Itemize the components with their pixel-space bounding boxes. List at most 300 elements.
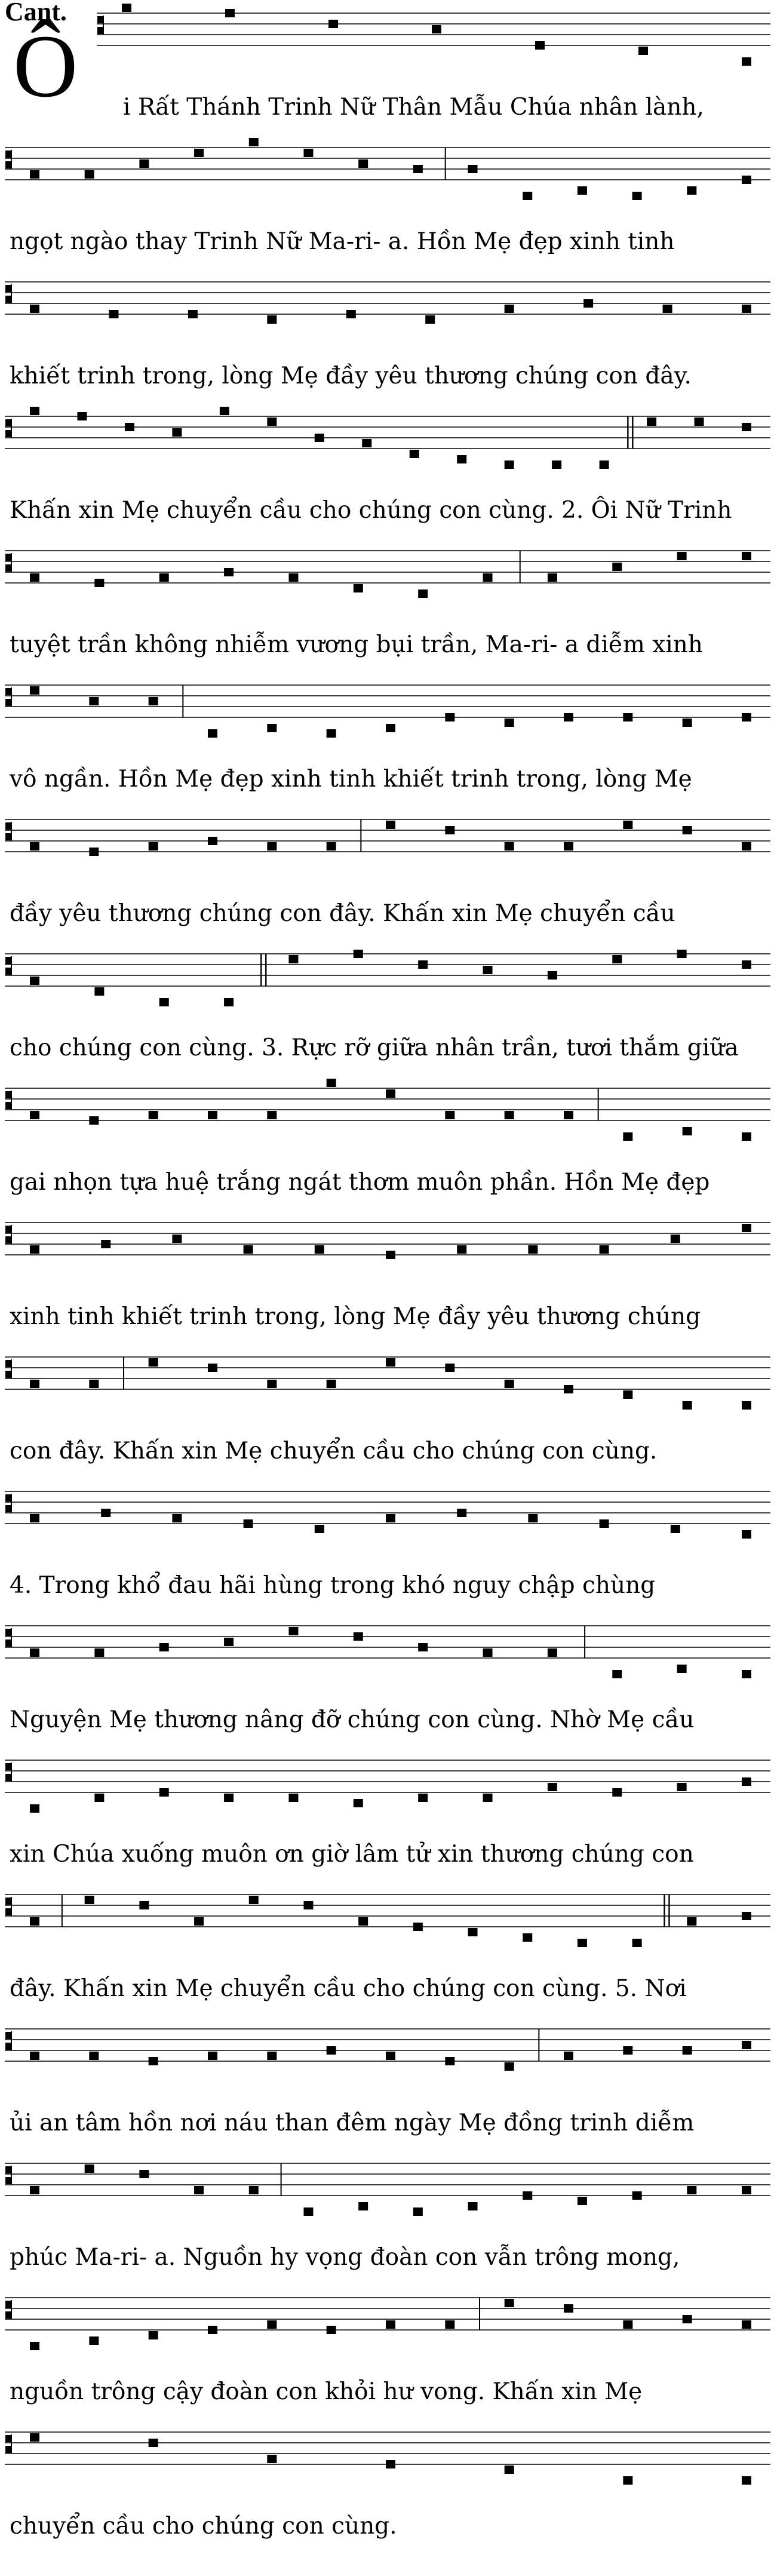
neume-punctum bbox=[742, 842, 751, 851]
staff bbox=[0, 1484, 774, 1556]
neume-punctum bbox=[30, 1245, 39, 1254]
do-clef bbox=[6, 284, 11, 303]
neume-punctum bbox=[742, 960, 751, 969]
staff-system bbox=[0, 1753, 774, 1887]
neume-punctum bbox=[220, 407, 229, 415]
neume-punctum bbox=[742, 1132, 751, 1141]
neume-punctum bbox=[358, 159, 368, 168]
neume-punctum bbox=[683, 1127, 692, 1135]
staff-system bbox=[0, 1081, 774, 1215]
lyric-line: xinh tinh khiết trinh trong, lòng Mẹ đầy yêu thương chúng bbox=[10, 1303, 701, 1330]
neume-punctum bbox=[445, 1364, 454, 1372]
neume-punctum bbox=[362, 439, 371, 447]
neume-punctum bbox=[523, 2191, 532, 2200]
neume-punctum bbox=[742, 2041, 751, 2049]
neume-punctum bbox=[30, 1514, 39, 1522]
neume-punctum bbox=[457, 1509, 466, 1517]
neume-punctum bbox=[528, 1514, 538, 1522]
neume-punctum bbox=[386, 2320, 395, 2329]
neume-punctum bbox=[505, 2062, 514, 2071]
neume-punctum bbox=[564, 1385, 573, 1393]
neume-punctum bbox=[583, 299, 593, 308]
neume-punctum bbox=[354, 1632, 363, 1641]
neume-punctum bbox=[638, 47, 648, 55]
neume-punctum bbox=[410, 450, 419, 458]
neume-punctum bbox=[742, 2476, 751, 2485]
staff-system bbox=[0, 2022, 774, 2156]
neume-punctum bbox=[194, 2186, 204, 2194]
neume-punctum bbox=[683, 2315, 692, 2323]
lyric-line: chuyển cầu cho chúng con cùng. bbox=[10, 2513, 397, 2540]
neume-punctum bbox=[505, 305, 514, 313]
staff bbox=[0, 2291, 774, 2362]
staff bbox=[0, 1081, 774, 1153]
neume-punctum bbox=[208, 2052, 217, 2060]
neume-punctum bbox=[623, 1132, 632, 1141]
lyric-line: cho chúng con cùng. 3. Rực rỡ giữa nhân trần, tươi thắm giữa bbox=[10, 1034, 739, 1061]
neume-punctum bbox=[354, 950, 363, 958]
neume-punctum bbox=[445, 1111, 454, 1119]
neume-punctum bbox=[89, 848, 99, 856]
neume-punctum bbox=[315, 434, 324, 442]
neume-punctum bbox=[468, 2202, 478, 2210]
neume-punctum bbox=[671, 1525, 680, 1533]
neume-punctum bbox=[208, 837, 217, 845]
lyric-line: nguồn trông cậy đoàn con khỏi hư vong. Khấn xin Mẹ bbox=[10, 2378, 643, 2405]
neume-punctum bbox=[671, 1235, 680, 1243]
neume-punctum bbox=[327, 1380, 336, 1388]
neume-punctum bbox=[468, 1928, 478, 1936]
neume-punctum bbox=[358, 2202, 368, 2210]
staff bbox=[0, 1887, 774, 1959]
do-clef bbox=[6, 1359, 11, 1378]
neume-punctum bbox=[742, 2186, 751, 2194]
neume-punctum bbox=[208, 2326, 217, 2334]
initial-letter: Ô bbox=[13, 17, 78, 116]
do-clef bbox=[6, 1091, 11, 1110]
neume-punctum bbox=[548, 1648, 557, 1657]
neume-punctum bbox=[327, 2326, 336, 2334]
neume-punctum bbox=[683, 719, 692, 727]
neume-punctum bbox=[687, 186, 696, 195]
neume-punctum bbox=[505, 719, 514, 727]
neume-punctum bbox=[94, 987, 104, 996]
neume-punctum bbox=[445, 2057, 454, 2065]
neume-punctum bbox=[483, 573, 493, 582]
neume-punctum bbox=[303, 1901, 313, 1909]
neume-punctum bbox=[742, 176, 751, 184]
neume-punctum bbox=[632, 1939, 642, 1947]
staff bbox=[0, 2022, 774, 2093]
neume-punctum bbox=[149, 2331, 158, 2339]
lyric-line: Khấn xin Mẹ chuyển cầu cho chúng con cùng. 2. Ôi Nữ Trinh bbox=[10, 497, 732, 524]
staff bbox=[0, 6, 774, 78]
staff-system bbox=[0, 1484, 774, 1619]
neume-punctum bbox=[288, 955, 298, 963]
neume-punctum bbox=[742, 57, 751, 66]
neume-punctum bbox=[564, 713, 573, 721]
neume-punctum bbox=[94, 1794, 104, 1802]
neume-punctum bbox=[85, 2164, 94, 2173]
neume-punctum bbox=[445, 826, 454, 834]
neume-punctum bbox=[663, 305, 672, 313]
staff bbox=[0, 1350, 774, 1421]
neume-punctum bbox=[548, 971, 557, 980]
neume-punctum bbox=[224, 568, 234, 576]
neume-punctum bbox=[172, 1235, 182, 1243]
neume-punctum bbox=[564, 2052, 573, 2060]
neume-punctum bbox=[244, 1245, 253, 1254]
neume-punctum bbox=[172, 1514, 182, 1522]
lyric-line: i Rất Thánh Trinh Nữ Thân Mẫu Chúa nhân lành, bbox=[123, 94, 704, 121]
neume-punctum bbox=[30, 1804, 39, 1813]
neume-punctum bbox=[315, 1245, 324, 1254]
staff bbox=[0, 1215, 774, 1287]
neume-punctum bbox=[89, 2336, 99, 2345]
neume-punctum bbox=[683, 826, 692, 834]
staff-system bbox=[0, 275, 774, 409]
neume-punctum bbox=[578, 2197, 587, 2205]
lyric-line: phúc Ma-ri- a. Nguồn hy vọng đoàn con vẫn trông mong, bbox=[10, 2244, 680, 2271]
neume-punctum bbox=[159, 1788, 169, 1797]
do-clef bbox=[6, 2031, 11, 2050]
neume-punctum bbox=[267, 2455, 277, 2463]
lyric-line: tuyệt trần không nhiễm vương bụi trần, Ma-ri- a diễm xinh bbox=[10, 631, 703, 658]
neume-punctum bbox=[623, 2046, 632, 2055]
neume-punctum bbox=[468, 165, 478, 173]
neume-punctum bbox=[386, 724, 395, 732]
neume-punctum bbox=[612, 955, 622, 963]
neume-punctum bbox=[505, 460, 514, 469]
staff-system bbox=[0, 1350, 774, 1484]
staff-system bbox=[0, 812, 774, 947]
neume-punctum bbox=[139, 2170, 149, 2178]
neume-punctum bbox=[244, 1519, 253, 1528]
neume-punctum bbox=[413, 1923, 423, 1931]
lyric-line: Nguyện Mẹ thương nâng đỡ chúng con cùng. Nhờ Mẹ cầu bbox=[10, 1706, 695, 1733]
neume-punctum bbox=[288, 573, 298, 582]
neume-punctum bbox=[149, 1111, 158, 1119]
neume-punctum bbox=[30, 2433, 39, 2442]
neume-punctum bbox=[30, 1648, 39, 1657]
neume-punctum bbox=[564, 1111, 573, 1119]
neume-punctum bbox=[101, 1509, 110, 1517]
neume-punctum bbox=[30, 842, 39, 851]
neume-punctum bbox=[552, 460, 561, 469]
neume-punctum bbox=[327, 842, 336, 851]
neume-punctum bbox=[612, 563, 622, 571]
neume-punctum bbox=[194, 1917, 204, 1926]
neume-punctum bbox=[505, 2466, 514, 2474]
neume-punctum bbox=[267, 842, 277, 851]
neume-punctum bbox=[548, 573, 557, 582]
do-clef bbox=[6, 553, 11, 572]
staff bbox=[0, 678, 774, 750]
neume-punctum bbox=[149, 2439, 158, 2447]
neume-punctum bbox=[346, 310, 356, 318]
neume-punctum bbox=[94, 579, 104, 587]
neume-punctum bbox=[159, 998, 169, 1006]
neume-punctum bbox=[303, 149, 313, 157]
neume-punctum bbox=[30, 573, 39, 582]
neume-punctum bbox=[225, 9, 235, 17]
neume-punctum bbox=[413, 2207, 423, 2216]
neume-punctum bbox=[600, 1519, 609, 1528]
neume-punctum bbox=[267, 2052, 277, 2060]
neume-punctum bbox=[612, 1788, 622, 1797]
do-clef bbox=[6, 1225, 11, 1244]
neume-punctum bbox=[94, 1648, 104, 1657]
neume-punctum bbox=[208, 729, 217, 738]
neume-punctum bbox=[30, 2052, 39, 2060]
neume-punctum bbox=[623, 821, 632, 829]
neume-punctum bbox=[548, 1783, 557, 1791]
staff-system bbox=[0, 1215, 774, 1350]
neume-punctum bbox=[742, 713, 751, 721]
neume-punctum bbox=[303, 2207, 313, 2216]
neume-punctum bbox=[315, 1525, 324, 1533]
neume-punctum bbox=[623, 2476, 632, 2485]
do-clef bbox=[6, 1763, 11, 1782]
neume-punctum bbox=[386, 1089, 395, 1098]
neume-punctum bbox=[249, 138, 259, 146]
neume-punctum bbox=[623, 713, 632, 721]
neume-punctum bbox=[159, 573, 169, 582]
neume-punctum bbox=[418, 589, 428, 598]
neume-punctum bbox=[742, 1530, 751, 1539]
lyric-line: khiết trinh trong, lòng Mẹ đầy yêu thương chúng con đây. bbox=[10, 363, 692, 389]
neume-punctum bbox=[742, 305, 751, 313]
neume-punctum bbox=[122, 4, 131, 12]
do-clef bbox=[6, 822, 11, 841]
do-clef bbox=[6, 956, 11, 975]
neume-punctum bbox=[457, 455, 466, 463]
neume-punctum bbox=[742, 1777, 751, 1786]
neume-punctum bbox=[578, 186, 587, 195]
neume-punctum bbox=[30, 305, 39, 313]
staff bbox=[0, 2156, 774, 2228]
neume-punctum bbox=[249, 1896, 259, 1904]
neume-punctum bbox=[139, 159, 149, 168]
neume-punctum bbox=[386, 1514, 395, 1522]
neume-punctum bbox=[742, 423, 751, 431]
neume-punctum bbox=[600, 1245, 609, 1254]
lyric-line: xin Chúa xuống muôn ơn giờ lâm tử xin thương chúng con bbox=[10, 1841, 694, 1868]
neume-punctum bbox=[224, 1794, 234, 1802]
neume-punctum bbox=[742, 1224, 751, 1232]
neume-punctum bbox=[30, 686, 39, 695]
staff-system bbox=[0, 409, 774, 544]
neume-punctum bbox=[249, 2186, 259, 2194]
lyric-line: 4. Trong khổ đau hãi hùng trong khó nguy chập chùng bbox=[10, 1572, 656, 1599]
neume-punctum bbox=[687, 1917, 696, 1926]
neume-punctum bbox=[77, 412, 87, 420]
neume-punctum bbox=[30, 2186, 39, 2194]
neume-punctum bbox=[677, 552, 687, 560]
staff bbox=[0, 947, 774, 1018]
neume-punctum bbox=[89, 697, 99, 705]
neume-punctum bbox=[623, 2320, 632, 2329]
neume-punctum bbox=[89, 1116, 99, 1125]
neume-punctum bbox=[386, 2052, 395, 2060]
staff bbox=[0, 2425, 774, 2497]
do-clef bbox=[6, 1494, 11, 1513]
staff-system bbox=[0, 544, 774, 678]
neume-punctum bbox=[695, 417, 704, 426]
neume-punctum bbox=[742, 1670, 751, 1678]
neume-punctum bbox=[194, 149, 204, 157]
neume-punctum bbox=[85, 1896, 94, 1904]
neume-punctum bbox=[354, 584, 363, 592]
neume-punctum bbox=[413, 165, 423, 173]
neume-punctum bbox=[288, 1627, 298, 1635]
neume-punctum bbox=[505, 1111, 514, 1119]
neume-punctum bbox=[327, 729, 336, 738]
neume-punctum bbox=[208, 1364, 217, 1372]
neume-punctum bbox=[354, 1799, 363, 1807]
staff bbox=[0, 140, 774, 212]
neume-punctum bbox=[632, 2191, 642, 2200]
neume-punctum bbox=[523, 1933, 532, 1942]
neume-punctum bbox=[188, 310, 198, 318]
lyric-line: ngọt ngào thay Trinh Nữ Ma-ri- a. Hồn Mẹ đẹp xinh tinh bbox=[10, 228, 675, 255]
staff-system bbox=[0, 2425, 774, 2559]
neume-punctum bbox=[600, 460, 609, 469]
neume-punctum bbox=[267, 417, 277, 426]
neume-punctum bbox=[30, 2342, 39, 2350]
neume-punctum bbox=[425, 315, 435, 324]
neume-punctum bbox=[623, 1390, 632, 1399]
neume-punctum bbox=[683, 2046, 692, 2055]
do-clef bbox=[98, 16, 103, 35]
lyric-line: con đây. Khấn xin Mẹ chuyển cầu cho chúng con cùng. bbox=[10, 1438, 658, 1464]
lyric-line: vô ngần. Hồn Mẹ đẹp xinh tinh khiết trinh trong, lòng Mẹ bbox=[10, 766, 692, 793]
neume-punctum bbox=[677, 1665, 687, 1673]
neume-punctum bbox=[564, 2304, 573, 2313]
neume-punctum bbox=[85, 170, 94, 179]
neume-punctum bbox=[89, 1380, 99, 1388]
mode-label: Cant. bbox=[5, 0, 67, 26]
neume-punctum bbox=[683, 1401, 692, 1410]
neume-punctum bbox=[647, 417, 656, 426]
neume-punctum bbox=[139, 1901, 149, 1909]
neume-punctum bbox=[386, 1358, 395, 1367]
neume-punctum bbox=[677, 1783, 687, 1791]
neume-punctum bbox=[418, 960, 428, 969]
neume-punctum bbox=[505, 1380, 514, 1388]
neume-punctum bbox=[432, 25, 441, 33]
staff bbox=[0, 275, 774, 346]
neume-punctum bbox=[149, 842, 158, 851]
do-clef bbox=[6, 2434, 11, 2454]
do-clef bbox=[6, 1897, 11, 1916]
neume-punctum bbox=[445, 713, 454, 721]
staff-system bbox=[0, 1887, 774, 2022]
neume-punctum bbox=[386, 2460, 395, 2468]
neume-punctum bbox=[30, 1111, 39, 1119]
neume-punctum bbox=[30, 407, 39, 415]
neume-punctum bbox=[109, 310, 118, 318]
neume-punctum bbox=[159, 1643, 169, 1651]
neume-punctum bbox=[483, 966, 493, 974]
neume-punctum bbox=[267, 1380, 277, 1388]
neume-punctum bbox=[149, 2057, 158, 2065]
neume-punctum bbox=[457, 1245, 466, 1254]
neume-punctum bbox=[386, 1251, 395, 1259]
lyric-line: đây. Khấn xin Mẹ chuyển cầu cho chúng con cùng. 5. Nơi bbox=[10, 1975, 687, 2002]
staff-system bbox=[0, 140, 774, 275]
staff-system bbox=[0, 2156, 774, 2291]
neume-punctum bbox=[208, 1111, 217, 1119]
neume-punctum bbox=[267, 2320, 277, 2329]
staff-system bbox=[0, 947, 774, 1081]
neume-punctum bbox=[327, 1079, 336, 1087]
neume-punctum bbox=[418, 1794, 428, 1802]
neume-punctum bbox=[535, 41, 545, 50]
neume-punctum bbox=[564, 842, 573, 851]
neume-punctum bbox=[418, 1643, 428, 1651]
neume-punctum bbox=[30, 1917, 39, 1926]
neume-punctum bbox=[125, 423, 134, 431]
neume-punctum bbox=[483, 1794, 493, 1802]
lyric-line: ủi an tâm hồn nơi náu than đêm ngày Mẹ đồng trinh diễm bbox=[10, 2110, 695, 2136]
neume-punctum bbox=[386, 821, 395, 829]
neume-punctum bbox=[687, 2186, 696, 2194]
neume-punctum bbox=[742, 552, 751, 560]
neume-punctum bbox=[505, 842, 514, 851]
neume-punctum bbox=[267, 1111, 277, 1119]
do-clef bbox=[6, 419, 11, 438]
neume-punctum bbox=[172, 428, 182, 437]
neume-punctum bbox=[149, 1358, 158, 1367]
neume-punctum bbox=[742, 1912, 751, 1920]
neume-punctum bbox=[328, 20, 338, 28]
staff bbox=[0, 544, 774, 615]
neume-punctum bbox=[101, 1240, 110, 1248]
neume-punctum bbox=[445, 2320, 454, 2329]
neume-punctum bbox=[358, 1917, 368, 1926]
do-clef bbox=[6, 150, 11, 169]
do-clef bbox=[6, 2300, 11, 2319]
staff bbox=[0, 1753, 774, 1825]
neume-punctum bbox=[632, 192, 642, 200]
lyric-line: đầy yêu thương chúng con đây. Khấn xin Mẹ chuyển cầu bbox=[10, 900, 675, 927]
neume-punctum bbox=[742, 1401, 751, 1410]
staff-system bbox=[0, 2291, 774, 2425]
neume-punctum bbox=[677, 950, 687, 958]
staff-system bbox=[0, 1619, 774, 1753]
neume-punctum bbox=[30, 977, 39, 985]
neume-punctum bbox=[30, 1380, 39, 1388]
neume-punctum bbox=[578, 1939, 587, 1947]
lyric-line: gai nhọn tựa huệ trắng ngát thơm muôn phần. Hồn Mẹ đẹp bbox=[10, 1169, 710, 1196]
staff bbox=[0, 812, 774, 884]
do-clef bbox=[6, 687, 11, 707]
staff-system bbox=[0, 6, 774, 140]
neume-punctum bbox=[149, 697, 158, 705]
neume-punctum bbox=[30, 170, 39, 179]
neume-punctum bbox=[267, 724, 277, 732]
neume-punctum bbox=[505, 2299, 514, 2307]
do-clef bbox=[6, 1628, 11, 1647]
neume-punctum bbox=[89, 2052, 99, 2060]
neume-punctum bbox=[224, 1638, 234, 1646]
neume-punctum bbox=[483, 1648, 493, 1657]
staff bbox=[0, 409, 774, 481]
neume-punctum bbox=[612, 1670, 622, 1678]
neume-punctum bbox=[224, 998, 234, 1006]
staff-system bbox=[0, 678, 774, 812]
